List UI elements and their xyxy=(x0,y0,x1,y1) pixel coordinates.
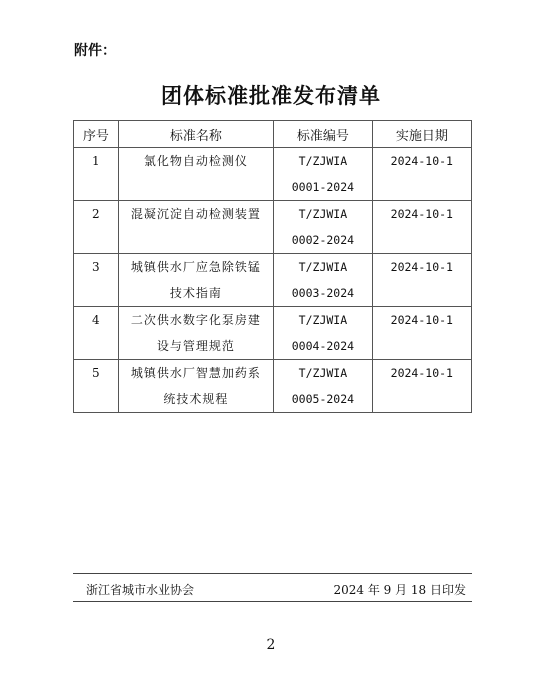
table-row xyxy=(74,148,472,201)
row-number: 2 xyxy=(74,201,119,254)
standard-name: 氯化物自动检测仪 xyxy=(118,148,274,201)
footer-issue-date: 2024 年 9 月 18 日印发 xyxy=(333,583,466,597)
table-row xyxy=(74,201,472,254)
table-row xyxy=(74,307,472,360)
effective-date: 2024-10-1 xyxy=(372,360,471,413)
standard-name: 混凝沉淀自动检测装置 xyxy=(118,201,274,254)
row-number: 4 xyxy=(74,307,119,360)
header-effective-date: 实施日期 xyxy=(372,121,471,148)
footer-bottom-divider xyxy=(73,601,472,602)
table-row xyxy=(74,254,472,307)
header-number: 序号 xyxy=(74,121,119,148)
standards-table xyxy=(73,120,472,413)
standard-code: T/ZJWIA 0002-2024 xyxy=(274,201,372,254)
row-number: 3 xyxy=(74,254,119,307)
table-header-row xyxy=(74,121,472,148)
document-title: 团体标准批准发布清单 xyxy=(161,84,381,108)
effective-date: 2024-10-1 xyxy=(372,201,471,254)
standard-name: 城镇供水厂智慧加药系 统技术规程 xyxy=(118,360,274,413)
effective-date: 2024-10-1 xyxy=(372,148,471,201)
row-number: 1 xyxy=(74,148,119,201)
standard-name: 城镇供水厂应急除铁锰 技术指南 xyxy=(118,254,274,307)
page-number: 2 xyxy=(266,637,276,653)
header-standard-code: 标准编号 xyxy=(274,121,372,148)
standard-code: T/ZJWIA 0003-2024 xyxy=(274,254,372,307)
standard-name: 二次供水数字化泵房建 设与管理规范 xyxy=(118,307,274,360)
effective-date: 2024-10-1 xyxy=(372,254,471,307)
standard-code: T/ZJWIA 0005-2024 xyxy=(274,360,372,413)
attachment-label: 附件： xyxy=(74,43,116,59)
footer-top-divider xyxy=(73,573,472,574)
footer-organization: 浙江省城市水业协会 xyxy=(86,583,195,597)
table-row xyxy=(74,360,472,413)
header-standard-name: 标准名称 xyxy=(118,121,274,148)
standard-code: T/ZJWIA 0004-2024 xyxy=(274,307,372,360)
effective-date: 2024-10-1 xyxy=(372,307,471,360)
standard-code: T/ZJWIA 0001-2024 xyxy=(274,148,372,201)
row-number: 5 xyxy=(74,360,119,413)
